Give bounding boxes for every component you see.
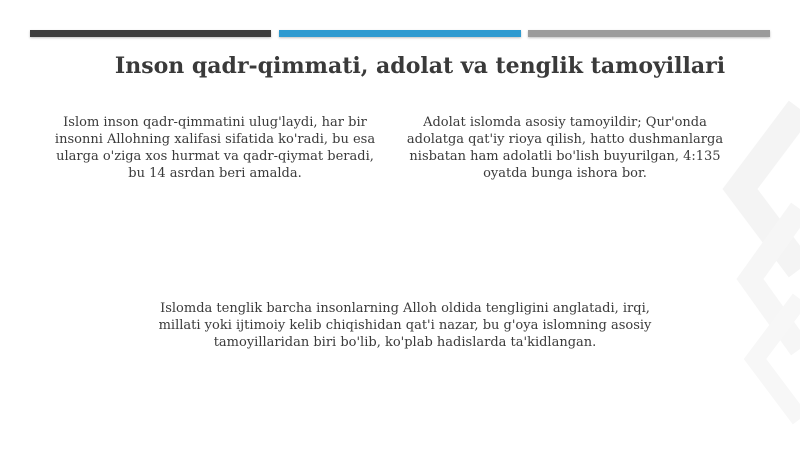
header-bar-dark [30, 30, 271, 37]
header-bar-blue [279, 30, 521, 37]
header-bar-gray [528, 30, 770, 37]
slide-title: Inson qadr-qimmati, adolat va tenglik tamoyillari [114, 53, 726, 79]
equality-text: Islomda tenglik barcha insonlarning Alloh oldida tengligini anglatadi, irqi, millati yoki ijtimoiy kelib chiqishidan qat'i nazar, bu g'oya islomning asosiy tamoyillaridan biri bo'lib, ko'plab hadislarda ta'kidlangan. [158, 301, 652, 350]
justice-text: Adolat islomda asosiy tamoyildir; Qur'onda adolatga qat'iy rioya qilish, hatto dushmanlarga nisbatan ham adolatli bo'lish buyurilgan, 4:135 oyatda bunga ishora bor. [406, 115, 724, 181]
human-dignity-text: Islom inson qadr-qimmatini ulug'laydi, har bir insonni Allohning xalifasi sifatida ko'radi, bu esa ularga o'ziga xos hurmat va qadr-qiymat beradi, bu 14 asrdan beri amalda. [54, 115, 376, 181]
background-chevron-pattern [630, 49, 800, 449]
